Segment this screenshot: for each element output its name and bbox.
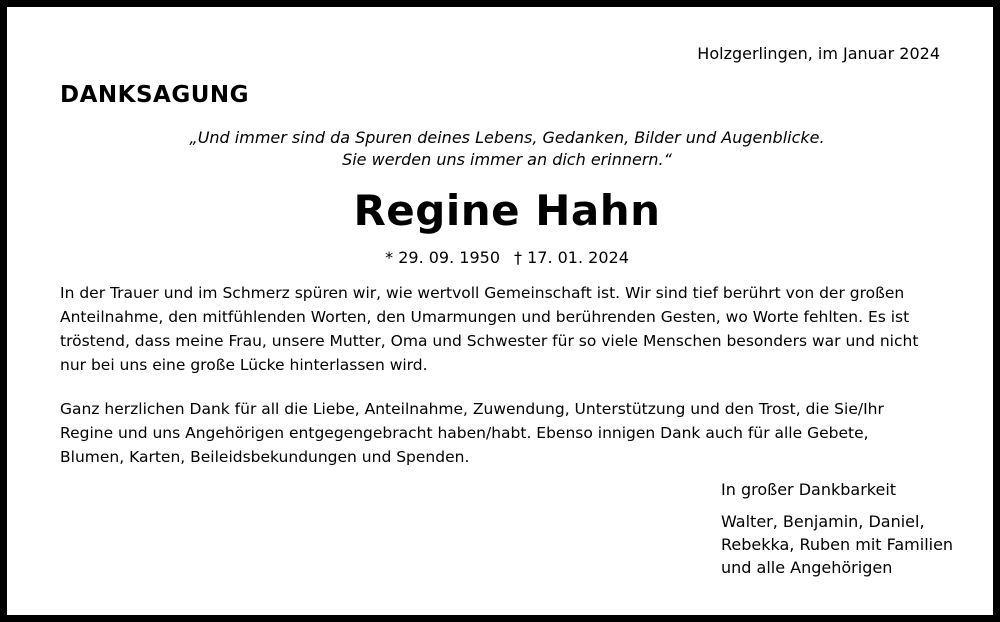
quote [7,127,1000,171]
paragraph-line: Blumen, Karten, Beileidsbekundungen und Spenden. [60,448,470,466]
quote-line: „Und immer sind da Spuren deines Lebens, Gedanken, Bilder und Augenblicke. [189,128,825,147]
quote-line: Sie werden uns immer an dich erinnern.“ [342,150,672,169]
signer-line: Rebekka, Ruben mit Familien [721,535,954,554]
place-date: Holzgerlingen, im Januar 2024 [697,44,940,63]
thanks-paragraph-1 [60,281,956,377]
signer-line: und alle Angehörigen [721,558,893,577]
death-date: † 17. 01. 2024 [514,248,629,267]
paragraph-line: tröstend, dass meine Frau, unsere Mutter, Oma und Schwester für so viele Menschen besonders war und nicht [60,332,919,350]
deceased-name: Regine Hahn [353,186,661,235]
closing-phrase: In großer Dankbarkeit [721,480,897,499]
signer-line: Walter, Benjamin, Daniel, [721,512,925,531]
paragraph-line: Regine und uns Angehörigen entgegengebracht haben/habt. Ebenso innigen Dank auch für alle Gebete, [60,424,869,442]
heading: DANKSAGUNG [60,82,250,108]
paragraph-line: Anteilnahme, den mitfühlenden Worten, den Umarmungen und berührenden Gesten, wo Worte fehlten. Es ist [60,308,910,326]
life-dates [7,247,1000,269]
thanks-paragraph-2 [60,397,956,469]
birth-date: * 29. 09. 1950 [385,248,500,267]
paragraph-line: nur bei uns eine große Lücke hinterlassen wird. [60,356,428,374]
paragraph-line: Ganz herzlichen Dank für all die Liebe, Anteilnahme, Zuwendung, Unterstützung und den Trost, die Sie/Ihr [60,400,884,418]
paragraph-line: In der Trauer und im Schmerz spüren wir, wie wertvoll Gemeinschaft ist. Wir sind tief berührt von der großen [60,284,905,302]
signers [721,510,953,579]
